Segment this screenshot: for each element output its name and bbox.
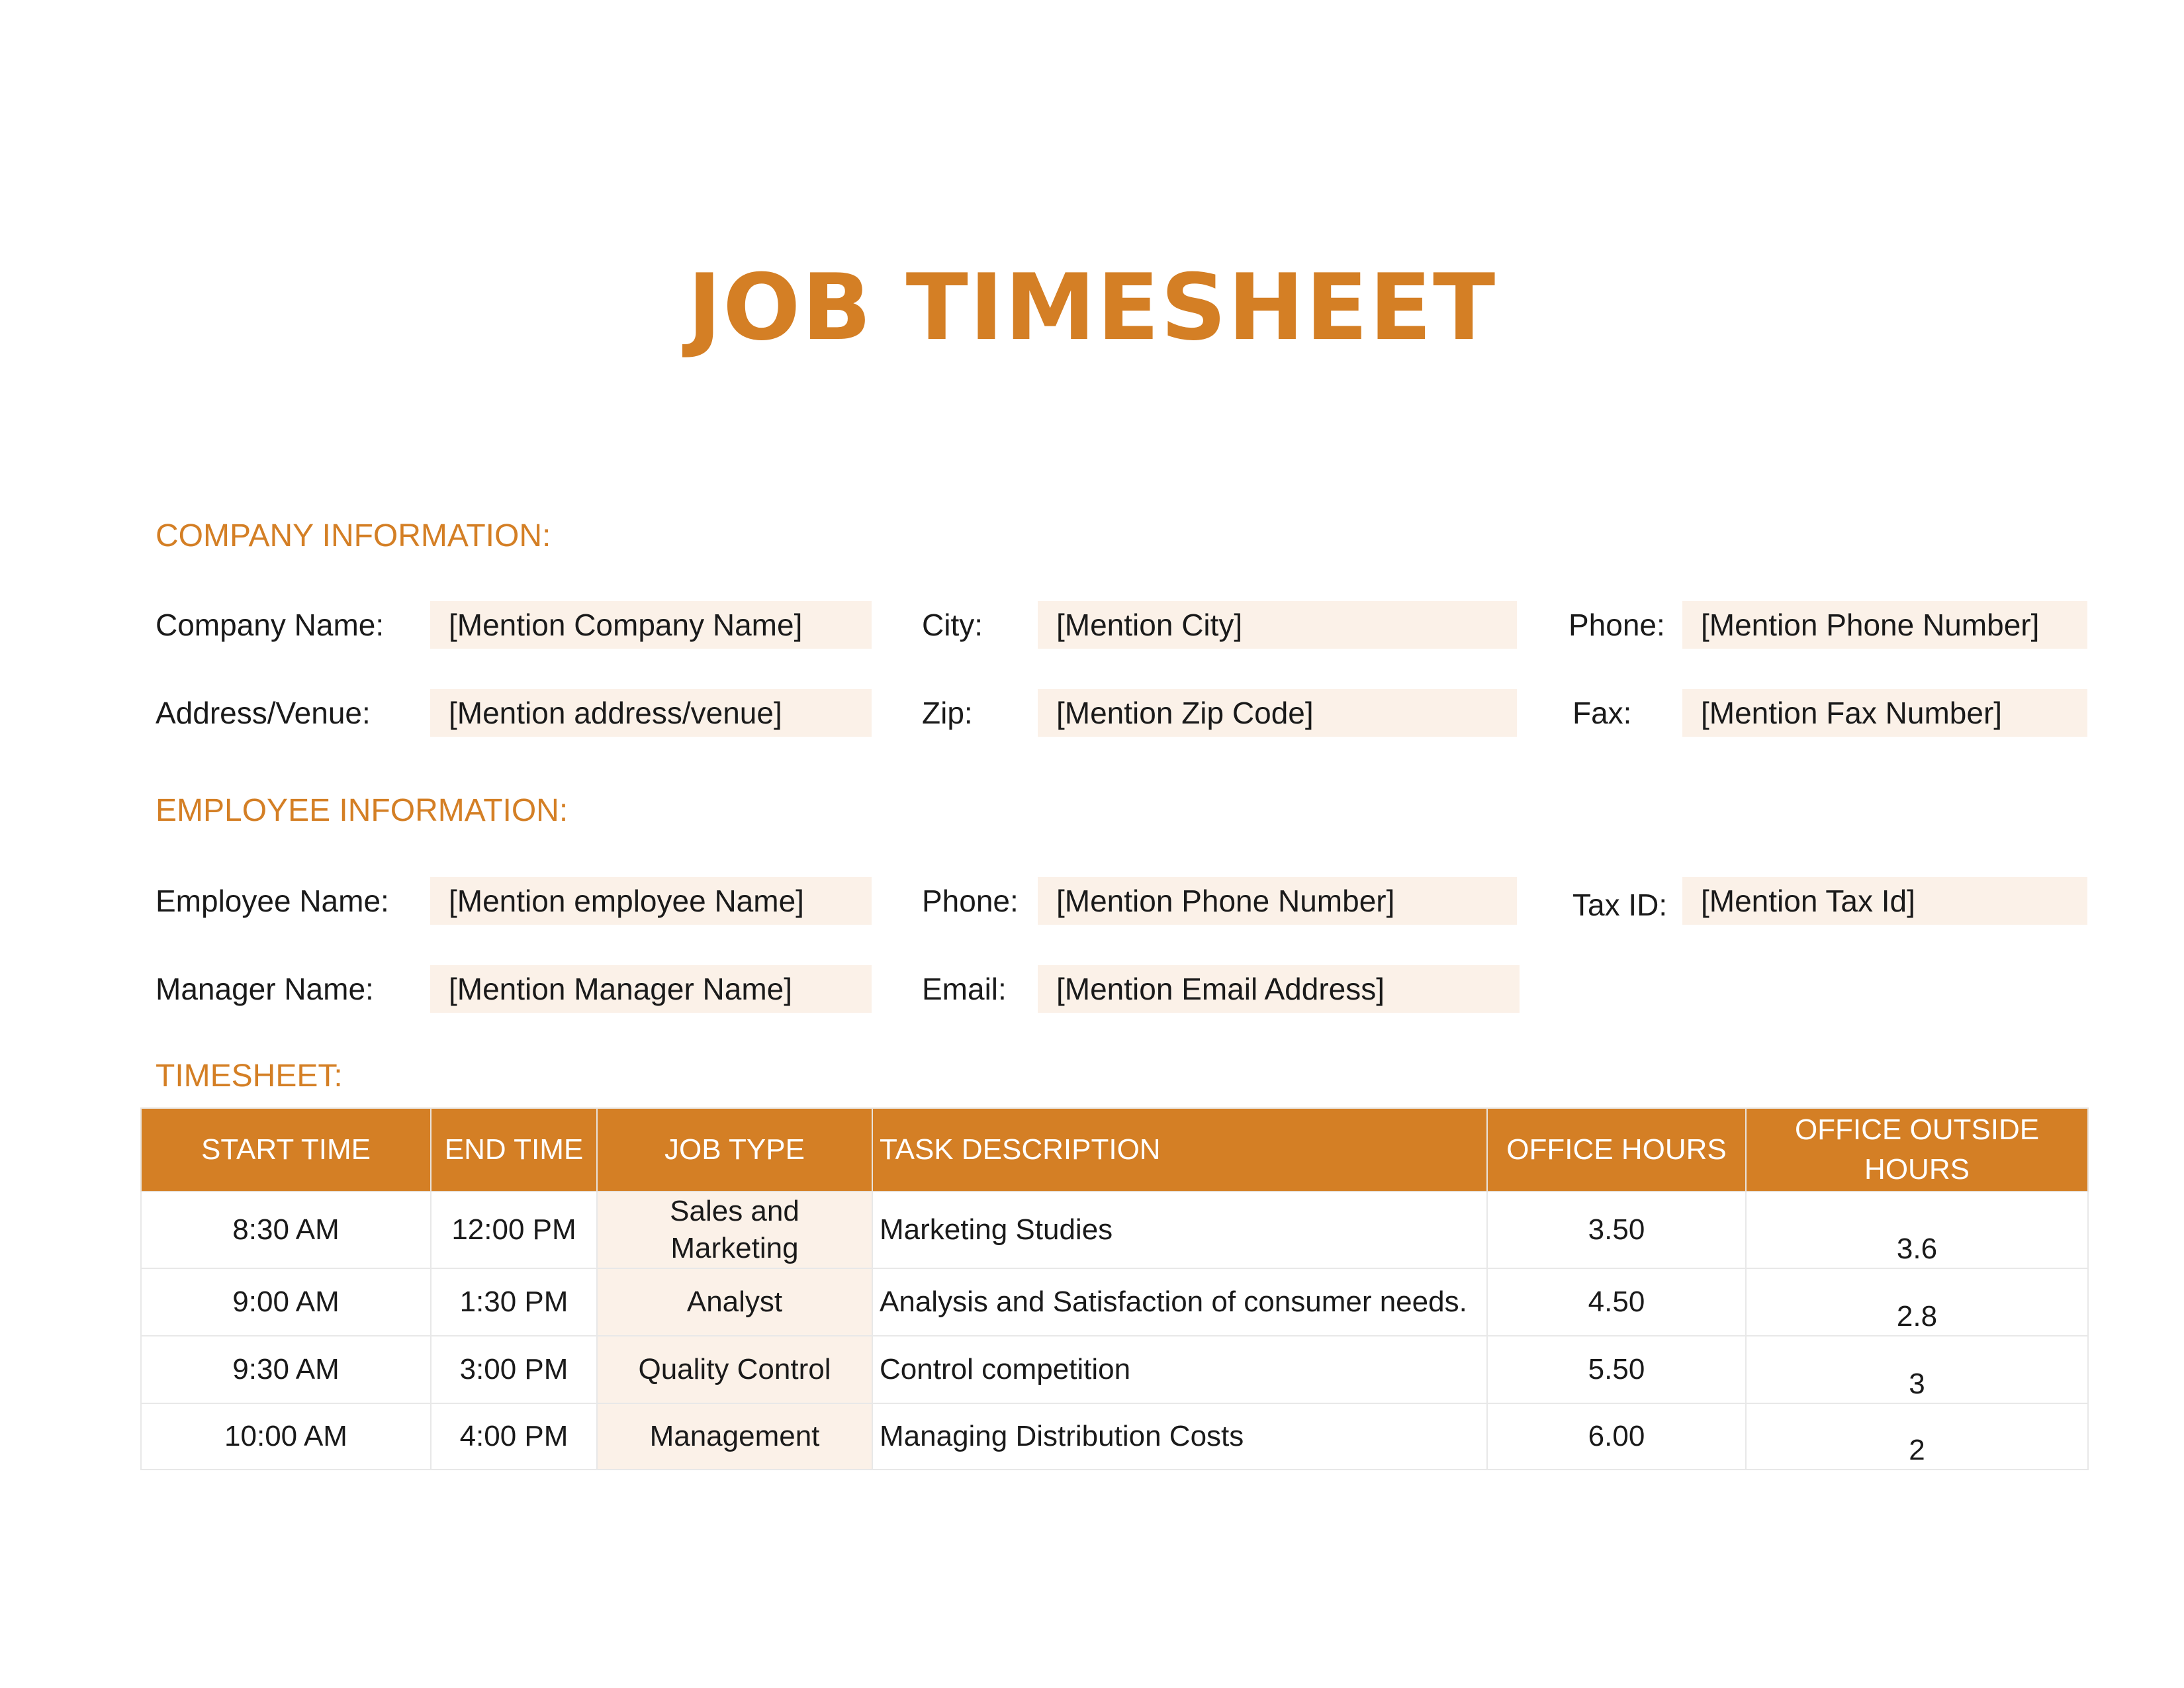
employee-name-field[interactable]: [Mention employee Name]: [430, 877, 872, 925]
office-hours-cell[interactable]: 6.00: [1487, 1403, 1746, 1470]
address-label: Address/Venue:: [156, 696, 371, 730]
office-outside-hours-cell[interactable]: 2.8: [1746, 1268, 2088, 1336]
tax-id-label: Tax ID:: [1572, 888, 1668, 922]
start-time-cell[interactable]: 9:00 AM: [141, 1268, 431, 1336]
start-time-cell[interactable]: 10:00 AM: [141, 1403, 431, 1470]
zip-label: Zip:: [922, 696, 973, 730]
city-label: City:: [922, 608, 983, 642]
end-time-cell[interactable]: 3:00 PM: [431, 1336, 597, 1403]
start-time-cell[interactable]: 9:30 AM: [141, 1336, 431, 1403]
manager-name-label: Manager Name:: [156, 972, 374, 1006]
column-header-end-time: END TIME: [431, 1108, 597, 1192]
column-header-job-type: JOB TYPE: [597, 1108, 872, 1192]
employee-phone-label: Phone:: [922, 884, 1019, 918]
office-outside-hours-cell[interactable]: 2: [1746, 1403, 2088, 1470]
table-row: [141, 1268, 2088, 1336]
job-type-cell[interactable]: Quality Control: [597, 1336, 872, 1403]
manager-name-field[interactable]: [Mention Manager Name]: [430, 965, 872, 1013]
office-hours-cell[interactable]: 5.50: [1487, 1336, 1746, 1403]
tax-id-field[interactable]: [Mention Tax Id]: [1682, 877, 2087, 925]
job-type-cell[interactable]: Analyst: [597, 1268, 872, 1336]
end-time-cell[interactable]: 12:00 PM: [431, 1192, 597, 1268]
city-field[interactable]: [Mention City]: [1038, 601, 1517, 649]
office-hours-cell[interactable]: 4.50: [1487, 1268, 1746, 1336]
company-phone-field[interactable]: [Mention Phone Number]: [1682, 601, 2087, 649]
employee-name-label: Employee Name:: [156, 884, 389, 918]
employee-information-heading: EMPLOYEE INFORMATION:: [156, 793, 569, 828]
table-row: [141, 1403, 2088, 1470]
fax-field[interactable]: [Mention Fax Number]: [1682, 689, 2087, 737]
page-title: JOB TIMESHEET: [687, 254, 1497, 361]
email-label: Email:: [922, 972, 1007, 1006]
office-outside-hours-cell[interactable]: 3.6: [1746, 1192, 2088, 1268]
employee-phone-field[interactable]: [Mention Phone Number]: [1038, 877, 1517, 925]
task-description-cell[interactable]: Analysis and Satisfaction of consumer needs.: [872, 1268, 1487, 1336]
company-information-heading: COMPANY INFORMATION:: [156, 518, 551, 553]
column-header-office-outside-hours: OFFICE OUTSIDE HOURS: [1746, 1108, 2088, 1192]
column-header-task-description: TASK DESCRIPTION: [872, 1108, 1487, 1192]
table-row: [141, 1192, 2088, 1268]
fax-label: Fax:: [1572, 696, 1632, 730]
company-name-label: Company Name:: [156, 608, 385, 642]
company-phone-label: Phone:: [1569, 608, 1665, 642]
job-type-cell[interactable]: Management: [597, 1403, 872, 1470]
office-hours-cell[interactable]: 3.50: [1487, 1192, 1746, 1268]
task-description-cell[interactable]: Marketing Studies: [872, 1192, 1487, 1268]
table-row: [141, 1336, 2088, 1403]
end-time-cell[interactable]: 4:00 PM: [431, 1403, 597, 1470]
column-header-office-hours: OFFICE HOURS: [1487, 1108, 1746, 1192]
address-field[interactable]: [Mention address/venue]: [430, 689, 872, 737]
zip-field[interactable]: [Mention Zip Code]: [1038, 689, 1517, 737]
end-time-cell[interactable]: 1:30 PM: [431, 1268, 597, 1336]
timesheet-heading: TIMESHEET:: [156, 1058, 343, 1094]
table-header-row: [141, 1108, 2088, 1192]
task-description-cell[interactable]: Control competition: [872, 1336, 1487, 1403]
start-time-cell[interactable]: 8:30 AM: [141, 1192, 431, 1268]
task-description-cell[interactable]: Managing Distribution Costs: [872, 1403, 1487, 1470]
column-header-start-time: START TIME: [141, 1108, 431, 1192]
office-outside-hours-cell[interactable]: 3: [1746, 1336, 2088, 1403]
company-name-field[interactable]: [Mention Company Name]: [430, 601, 872, 649]
timesheet-table: [140, 1107, 2089, 1470]
email-field[interactable]: [Mention Email Address]: [1038, 965, 1520, 1013]
job-type-cell[interactable]: Sales and Marketing: [597, 1192, 872, 1268]
